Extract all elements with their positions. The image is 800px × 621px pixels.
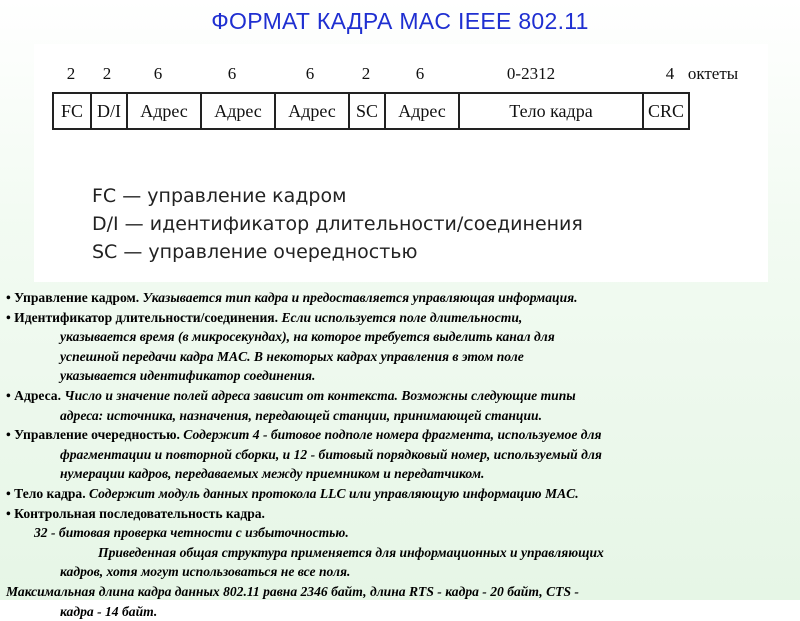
paragraph-sequence-control-line3 [6,464,792,484]
octet-size-di: 2 [103,64,112,84]
field-frame-body: Тело кадра [460,94,644,128]
octet-size-sc: 2 [362,64,371,84]
paragraph-duration-id [6,308,792,328]
field-legend [92,182,583,266]
paragraph-structure-note-line2 [6,562,792,582]
term-addresses: • Адреса. [6,388,61,403]
text-duration-id-4: указывается идентификатор соединения. [60,368,315,383]
field-address-3: Адрес [276,94,350,128]
text-duration-id-3: успешной передачи кадра MAC. В некоторых кадрах управления в этом поле [60,349,524,364]
paragraph-sequence-control-line2 [6,445,792,465]
text-sequence-control-1: Содержит 4 - битовое подполе номера фрагмента, используемое для [180,427,602,442]
paragraph-addresses [6,386,792,406]
octet-size-body: 0-2312 [507,64,555,84]
octet-size-address-4: 6 [416,64,425,84]
field-address-2: Адрес [202,94,276,128]
text-addresses-2: адреса: источника, назначения, передающей станции, принимающей станции. [60,408,542,423]
octet-size-address-2: 6 [228,64,237,84]
text-addresses-1: Число и значение полей адреса зависит от контекста. Возможны следующие типы [61,388,576,403]
field-sc: SC [350,94,386,128]
term-frame-body: • Тело кадра. [6,486,86,501]
text-duration-id-1: Если используется поле длительности, [278,310,522,325]
term-fcs: • Контрольная последовательность кадра. [6,506,265,521]
text-max-length-2: кадра - 14 байт. [60,604,157,619]
frame-format-figure [34,44,768,282]
field-address-1: Адрес [128,94,202,128]
description-text [6,288,792,621]
text-structure-note-2: кадров, хотя могут использоваться не все поля. [60,564,350,579]
paragraph-duration-id-line2 [6,327,792,347]
octet-size-address-3: 6 [306,64,315,84]
text-sequence-control-3: нумерации кадров, передаваемых между приемником и передатчиком. [60,466,484,481]
octet-size-address-1: 6 [154,64,163,84]
paragraph-frame-body [6,484,792,504]
field-fc: FC [54,94,92,128]
text-max-length-1: Максимальная длина кадра данных 802.11 равна 2346 байт, длина RTS - кадра - 20 байт, CTS - [6,584,579,599]
legend-item-fc: FC — управление кадром [92,182,583,210]
octet-size-crc: 4 [666,64,675,84]
paragraph-fcs-line2 [6,523,792,543]
paragraph-max-length [6,582,792,602]
paragraph-structure-note [6,543,792,563]
page-title: ФОРМАТ КАДРА MAC IEEE 802.11 [0,8,800,35]
text-structure-note-1: Приведенная общая структура применяется для информационных и управляющих [98,545,604,560]
legend-item-sc: SC — управление очередностью [92,238,583,266]
paragraph-fcs [6,504,792,524]
legend-item-di: D/I — идентификатор длительности/соединения [92,210,583,238]
frame-fields-row [52,92,690,130]
octet-sizes-row [34,64,768,86]
paragraph-frame-control [6,288,792,308]
text-sequence-control-2: фрагментации и повторной сборки, и 12 - битовый порядковый номер, используемый для [60,447,602,462]
paragraph-max-length-line2 [6,602,792,621]
term-duration-id: • Идентификатор длительности/соединения. [6,310,278,325]
field-di: D/I [92,94,128,128]
field-crc: CRC [644,94,690,128]
paragraph-duration-id-line4 [6,366,792,386]
field-address-4: Адрес [386,94,460,128]
text-frame-body: Содержит модуль данных протокола LLC или управляющую информацию MAC. [86,486,579,501]
paragraph-addresses-line2 [6,406,792,426]
paragraph-sequence-control [6,425,792,445]
term-frame-control: • Управление кадром. [6,290,139,305]
term-sequence-control: • Управление очередностью. [6,427,180,442]
text-duration-id-2: указывается время (в микросекундах), на которое требуется выделить канал для [60,329,555,344]
text-frame-control: Указывается тип кадра и предоставляется управляющая информация. [139,290,577,305]
octet-size-fc: 2 [67,64,76,84]
text-fcs: 32 - битовая проверка четности с избыточностью. [34,525,349,540]
paragraph-duration-id-line3 [6,347,792,367]
octets-label: октеты [688,64,738,84]
